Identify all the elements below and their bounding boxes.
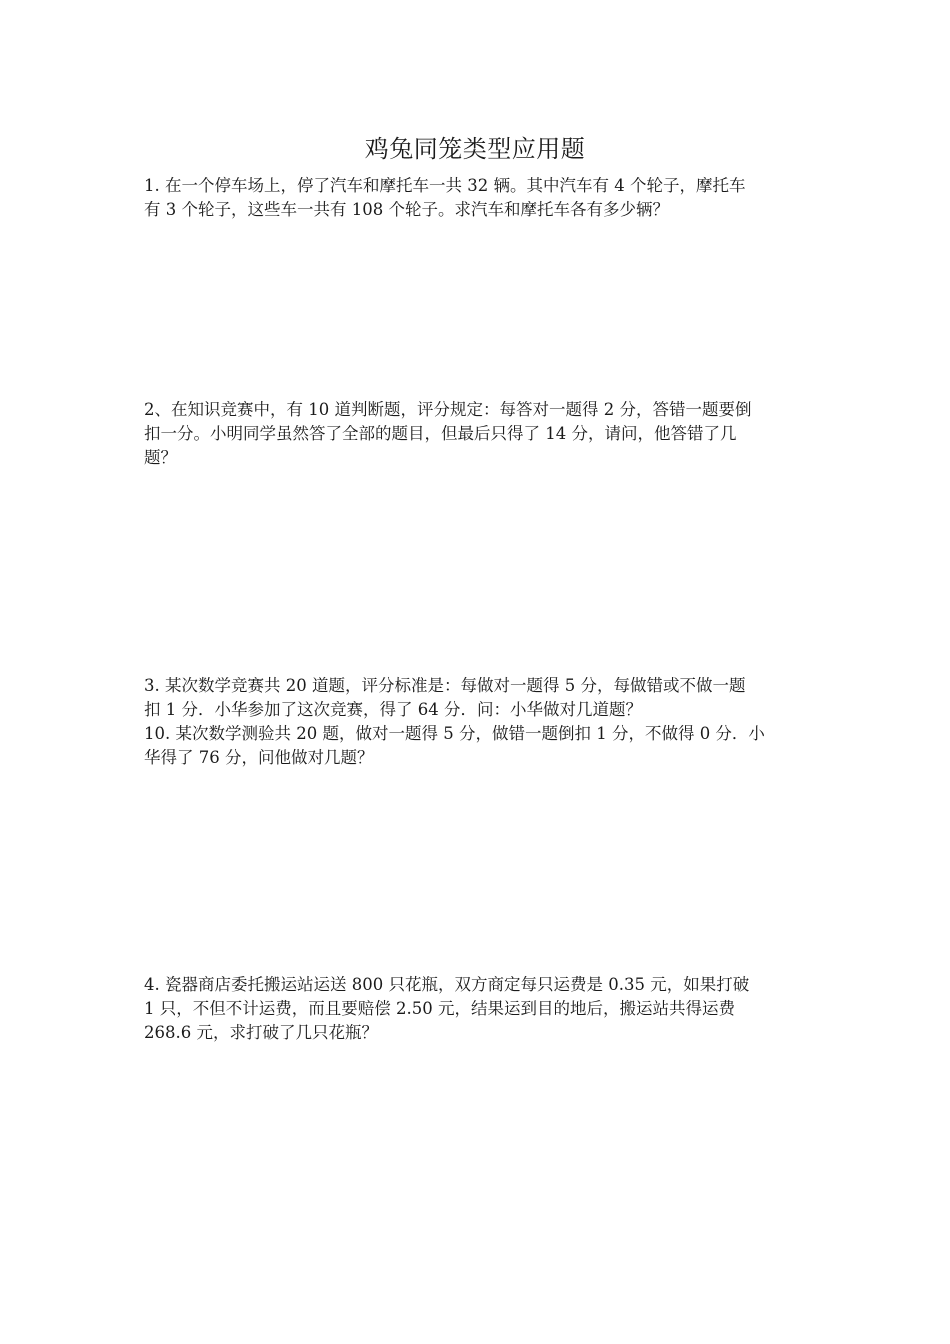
question-2 — [144, 398, 808, 470]
question-line: 268.6 元，求打破了几只花瓶？ — [144, 1023, 378, 1042]
question-line: 4. 瓷器商店委托搬运站运送 800 只花瓶，双方商定每只运费是 0.35 元，如果打破 — [144, 975, 750, 994]
question-line: 华得了 76 分，问他做对几题？ — [144, 748, 374, 767]
question-line: 题？ — [144, 448, 177, 467]
question-line: 1 只，不但不计运费，而且要赔偿 2.50 元，结果运到目的地后，搬运站共得运费 — [144, 999, 735, 1018]
question-line: 1. 在一个停车场上，停了汽车和摩托车一共 32 辆。其中汽车有 4 个轮子，摩托车 — [144, 176, 746, 195]
question-line: 有 3 个轮子，这些车一共有 108 个轮子。求汽车和摩托车各有多少辆？ — [144, 200, 669, 219]
page-title: 鸡兔同笼类型应用题 — [364, 135, 586, 163]
question-3 — [144, 674, 808, 722]
question-4 — [144, 973, 808, 1045]
question-10 — [144, 722, 808, 770]
question-line: 扣 1 分．小华参加了这次竞赛，得了 64 分．问：小华做对几道题？ — [144, 700, 642, 719]
question-line: 3. 某次数学竞赛共 20 道题，评分标准是：每做对一题得 5 分，每做错或不做一题 — [144, 676, 746, 695]
question-line: 10. 某次数学测验共 20 题，做对一题得 5 分，做错一题倒扣 1 分，不做得 0 分．小 — [144, 724, 765, 743]
question-1 — [144, 174, 808, 222]
question-line: 2、在知识竞赛中，有 10 道判断题，评分规定：每答对一题得 2 分，答错一题要倒 — [144, 400, 752, 419]
question-line: 扣一分。小明同学虽然答了全部的题目，但最后只得了 14 分，请问，他答错了几 — [144, 424, 737, 443]
